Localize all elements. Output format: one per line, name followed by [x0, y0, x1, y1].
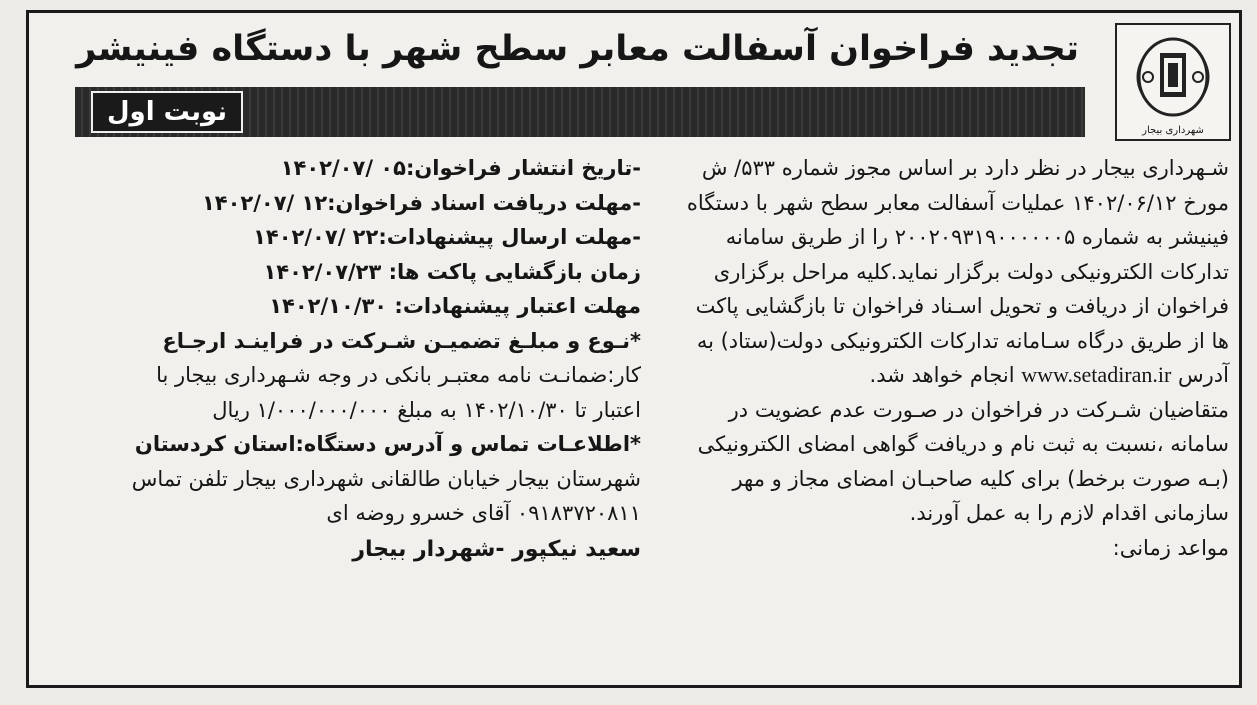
details-column — [43, 151, 641, 567]
date-item: مهلت اعتبار پیشنهادات: ۱۴۰۲/۱۰/۳۰ — [269, 294, 641, 318]
municipality-logo — [1115, 23, 1231, 141]
paragraph-line: (بـه صورت برخط) برای کلیه صاحبـان امضای مجاز و مهر — [732, 466, 1229, 491]
website-link[interactable]: www.setadiran.ir — [1021, 362, 1172, 387]
contact-line: ۰۹۱۸۳۷۲۰۸۱۱ آقای خسرو روضه ای — [326, 501, 641, 525]
signature: سعید نیکپور -شهردار بیجار — [352, 536, 641, 562]
paragraph-line: تدارکات الکترونیکی دولت برگزار نماید.کلیه مراحل برگزاری — [713, 259, 1229, 284]
notice-title: تجدید فراخوان آسفالت معابر سطح شهر با دستگاه فینیشر — [76, 29, 1079, 69]
contact-line: شهرستان بیجار خیابان طالقانی شهرداری بیجار تلفن تماس — [131, 466, 641, 491]
address-suffix: انجام خواهد شد. — [869, 363, 1015, 387]
paragraph-line: فینیشر به شماره ۲۰۰۲۰۹۳۱۹۰۰۰۰۰۰۵ را از طریق سامانه — [725, 225, 1229, 249]
emblem-icon — [1130, 31, 1216, 123]
date-item: -تاریخ انتشار فراخوان:۰۵ /۱۴۰۲/۰۷ — [280, 156, 641, 180]
address-label: آدرس — [1178, 363, 1229, 387]
contact-line: *اطلاعـات تماس و آدرس دستگاه:استان کردستان — [134, 432, 641, 456]
paragraph-line: متقاضیان شـرکت در فراخوان در صـورت عدم عضویت در — [728, 397, 1229, 422]
round-badge: نوبت اول — [91, 91, 243, 133]
guarantee-line: کار:ضمانـت نامه معتبـر بانکی در وجه شـهرداری بیجار با — [156, 363, 641, 387]
paragraph-line: مورخ ۱۴۰۲/۰۶/۱۲ عملیات آسفالت معابر سطح شهر با دستگاه — [686, 190, 1229, 215]
date-item: زمان بازگشایی پاکت ها: ۱۴۰۲/۰۷/۲۳ — [263, 259, 641, 284]
title-bar — [75, 87, 1085, 137]
schedule-label: مواعد زمانی: — [1112, 535, 1229, 560]
main-text-column — [659, 151, 1229, 565]
notice-frame — [26, 10, 1242, 688]
date-item: -مهلت ارسال پیشنهادات:۲۲ /۱۴۰۲/۰۷ — [253, 225, 641, 249]
paragraph-line-address — [659, 358, 1229, 393]
guarantee-line: اعتبار تا ۱۴۰۲/۱۰/۳۰ به مبلغ ۱/۰۰۰/۰۰۰/۰۰۰ ریال — [212, 397, 641, 422]
guarantee-line: *نـوع و مبلـغ تضمیـن شـرکت در فراینـد ارجـاع — [162, 328, 641, 353]
paragraph-line: شـهرداری بیجار در نظر دارد بر اساس مجوز شماره ۵۳۳/ ش — [701, 156, 1229, 180]
paragraph-line: فراخوان از دریافت و تحویل اسـناد فراخوان تا بازگشایی پاکت — [695, 294, 1229, 318]
paragraph-line: ها از طریق درگاه سـامانه تدارکات الکترونیکی دولت(ستاد) به — [696, 328, 1229, 353]
date-item: -مهلت دریافت اسناد فراخوان:۱۲ /۱۴۰۲/۰۷ — [201, 190, 641, 215]
logo-caption: شهرداری بیجار — [1142, 125, 1204, 136]
paragraph-line: سازمانی اقدام لازم را به عمل آورند. — [909, 501, 1229, 525]
paragraph-line: سامانه ،نسبت به ثبت نام و دریافت گواهی امضای الکترونیکی — [697, 432, 1229, 456]
